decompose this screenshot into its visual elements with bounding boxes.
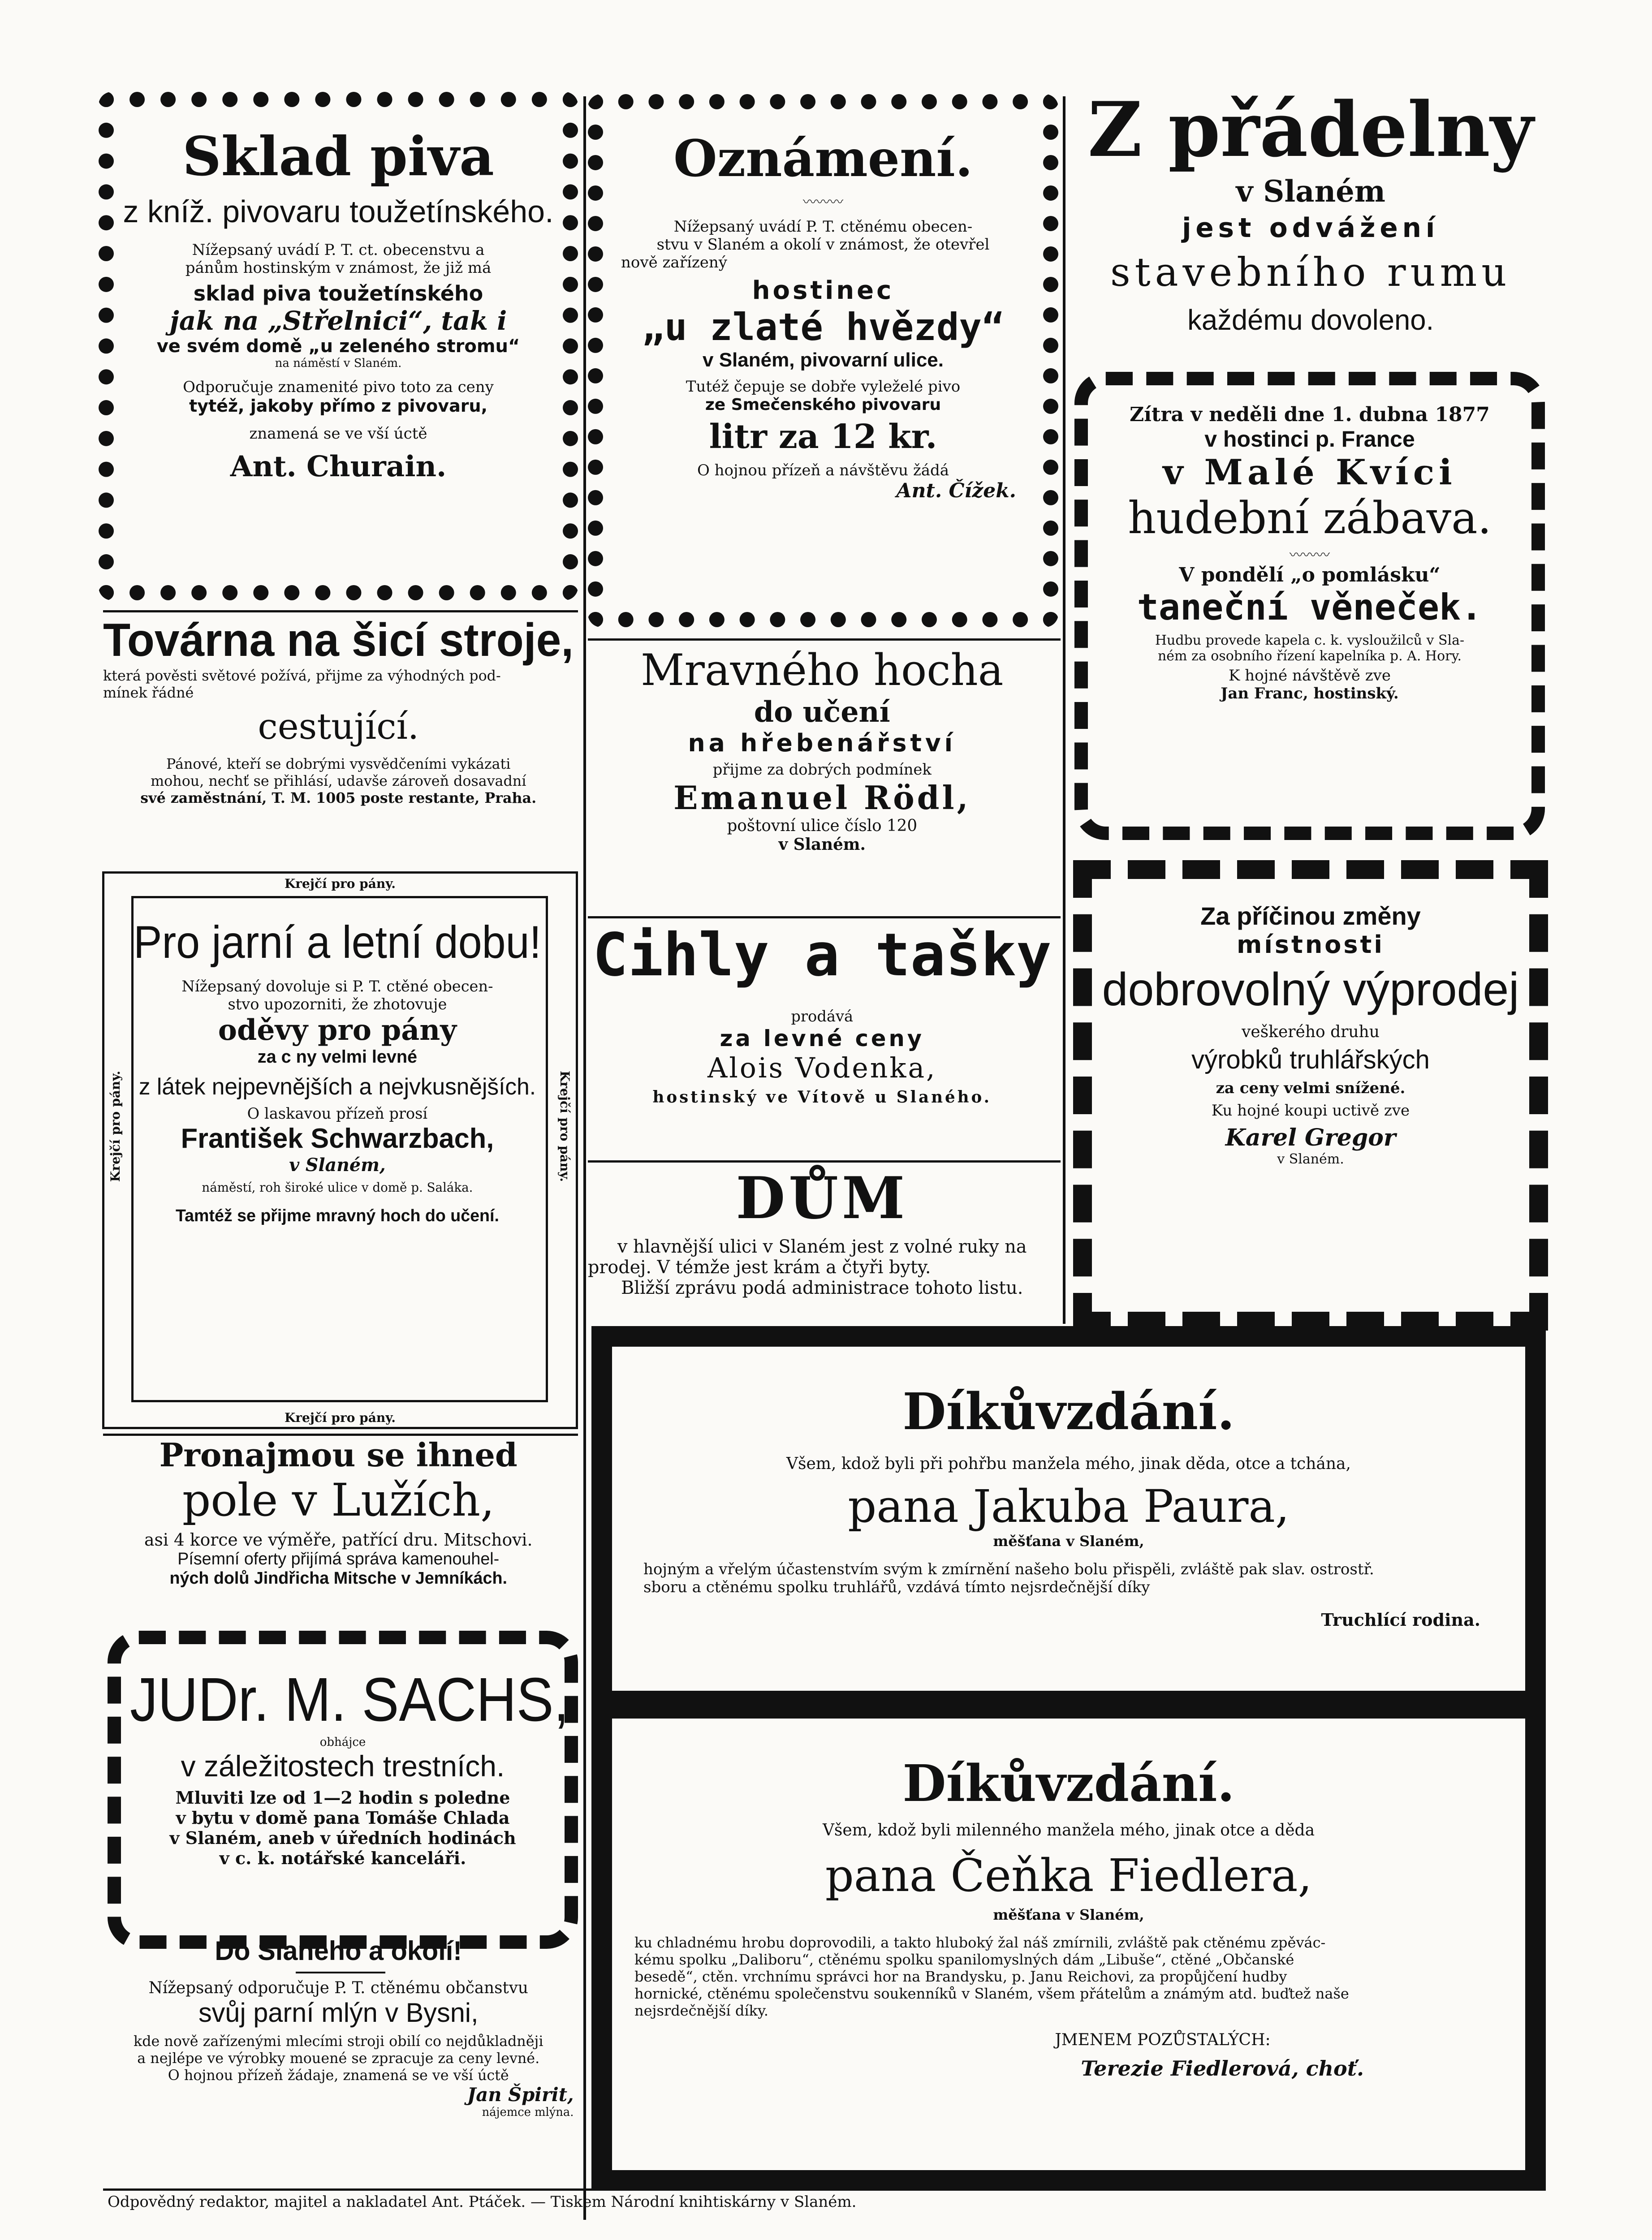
ad-text: stvu v Slaném a okolí v známost, že otevřel — [656, 236, 990, 254]
ad-text: svůj parní mlýn v Bysni, — [198, 1998, 479, 2028]
ad-mlyn — [103, 1935, 578, 2186]
ad-text: JMENEM POZŮSTALÝCH: — [1055, 2031, 1271, 2049]
ad-text: František Schwarzbach, — [181, 1123, 494, 1154]
column-rule-right — [1063, 96, 1065, 1324]
ad-text: pana Jakuba Paura, — [848, 1480, 1290, 1533]
rule — [103, 610, 578, 612]
ad-text: za ceny velmi snížené. — [1216, 1079, 1406, 1097]
ad-text: O hojnou přízeň žádaje, znamená se ve vší úctě — [168, 2067, 509, 2084]
ad-signature: Karel Gregor — [1225, 1124, 1396, 1151]
ad-title: Cihly a tašky — [592, 921, 1052, 990]
ad-text: místnosti — [1237, 930, 1385, 959]
ad-title: Továrna na šicí stroje, — [103, 614, 574, 666]
ad-text: ve svém domě „u zeleného stromu“ — [156, 336, 520, 357]
ad-text: prodej. V témže jest krám a čtyři byty. — [588, 1257, 931, 1278]
ad-text: hostinský ve Vítově u Slaného. — [652, 1088, 992, 1107]
ad-text: v Slaném — [1236, 174, 1385, 209]
ad-text: Písemní oferty přijímá správa kamenouhel- — [177, 1550, 500, 1568]
ad-text: v Slaném. — [778, 835, 866, 854]
ad-title: Pro jarní a letní dobu! — [134, 917, 541, 968]
ad-text: Mravného hocha — [640, 645, 1004, 695]
ad-text: Zítra v neděli dne 1. dubna 1877 — [1130, 403, 1490, 426]
ad-text: Nížepsaný uvádí P. T. ctěnému obecen- — [673, 218, 973, 236]
ad-text: Mluviti lze od 1—2 hodin s poledne — [175, 1788, 510, 1808]
footer-rule — [103, 2188, 1268, 2191]
ad-tovarna — [103, 614, 578, 865]
ad-text: pole v Lužích, — [182, 1474, 495, 1526]
ad-text: měšťana v Slaném, — [993, 1533, 1144, 1550]
ad-text: v Slaném. — [1277, 1151, 1344, 1167]
ad-text: jest odvážení — [1182, 212, 1440, 244]
rule — [588, 1160, 1061, 1163]
ad-text: v Slaném, pivovarní ulice. — [703, 349, 944, 371]
ad-text: sklad piva toužetínského — [193, 281, 483, 306]
ad-pole — [103, 1436, 578, 1624]
ad-signature: Truchlící rodina. — [1321, 1610, 1480, 1630]
column-rule-left — [583, 96, 586, 2220]
ad-title: JUDr. M. SACHS, — [130, 1665, 569, 1734]
border-label-bottom: Krejčí pro pány. — [284, 1410, 396, 1425]
ad-text: náměstí, roh široké ulice v domě p. Saláka. — [202, 1180, 473, 1195]
ad-text: Za příčinou změny — [1200, 902, 1421, 930]
ad-text: nově zařízený — [621, 254, 727, 271]
ad-text: prodává — [791, 1008, 854, 1025]
ad-text: kde nově zařízenými mlecími stroji obilí co nejdůkladněji — [133, 2033, 543, 2050]
ad-text: měšťana v Slaném, — [993, 1906, 1144, 1923]
ad-text: O hojnou přízeň a návštěvu žádá — [697, 461, 949, 479]
ad-mravneho-hocha — [588, 645, 1061, 909]
ad-text: Emanuel Rödl, — [673, 779, 971, 817]
ad-text: besedě“, ctěn. vrchnímu správci hor na Brandysku, p. Janu Reichovi, za propůjčení hudby — [634, 1968, 1287, 1985]
ad-text: Bližší zprávu podá administrace tohoto listu. — [621, 1278, 1023, 1298]
ad-text: ném za osobního řízení kapelníka p. A. Hory. — [1157, 648, 1462, 664]
ad-title: Z přádelny — [1087, 85, 1534, 174]
ad-title: Díkůvzdání. — [902, 1383, 1235, 1441]
ad-text: své zaměstnání, T. M. 1005 poste restante, Praha. — [140, 789, 537, 806]
ad-hudebni-zabava: Zítra v neděli dne 1. dubna 1877 v hostinci p. France v Malé Kvíci hudební zábava. 〰〰〰 V pondělí „o pomlásku“ taneční věneček. Hudbu provede kapela c. k. vysloužilců v Sla- ném za osobního řízení kapelníka p. A. Hory. K hojné návštěvě zve Jan Franc, hostinský. — [1074, 372, 1545, 840]
ad-text: v Slaném, aneb v úředních hodinách — [169, 1828, 516, 1848]
ad-signature: Jan Špirit, — [467, 2084, 574, 2106]
ad-text: jak na „Střelnici“, tak i — [169, 306, 507, 336]
ad-text: K hojné návštěvě zve — [1229, 667, 1391, 685]
ad-text: v hostinci p. France — [1204, 426, 1415, 452]
ad-text: z látek nejpevnějších a nejvkusnějších. — [138, 1074, 536, 1100]
ad-title: Oznámení. — [673, 129, 973, 188]
ad-text: v Malé Kvíci — [1163, 452, 1457, 493]
ad-text: tytéž, jakoby přímo z pivovaru, — [189, 396, 487, 416]
ad-text: dobrovolný výprodej — [1102, 964, 1519, 1016]
ad-text: Všem, kdož byli při pohřbu manžela mého, jinak děda, otce a tchána, — [786, 1455, 1351, 1473]
imprint-footer: Odpovědný redaktor, majitel a nakladatel Ant. Ptáček. — Tiskem Národní knihtiskárny v Slaném. — [108, 2193, 857, 2211]
ad-text: každému dovoleno. — [1187, 304, 1434, 336]
ad-text: hudební zábava. — [1128, 493, 1492, 544]
ad-title: Do Slaného a okolí! — [215, 1936, 462, 1966]
ad-text: pana Čeňka Fiedlera, — [825, 1849, 1312, 1902]
ad-text: do učení — [754, 695, 890, 729]
ad-text: v c. k. notářské kanceláři. — [219, 1848, 466, 1868]
ad-text: a nejlépe ve výrobky mouené se zpracuje za ceny levné. — [137, 2050, 540, 2067]
ad-text: O laskavou přízeň prosí — [247, 1105, 428, 1123]
ad-title: Díkůvzdání. — [902, 1754, 1235, 1813]
ad-signature: Terezie Fiedlerová, choť. — [1081, 2056, 1364, 2081]
ad-text: Nížepsaný dovoluje si P. T. ctěné obecen- — [181, 978, 493, 995]
ad-signature: Jan Franc, hostinský. — [1221, 685, 1399, 702]
ad-text: oděvy pro pány — [218, 1013, 457, 1047]
ad-text: „u zlaté hvězdy“ — [642, 305, 1005, 349]
ad-text: V pondělí „o pomlásku“ — [1179, 564, 1441, 586]
ad-oznameni: Oznámení. 〰〰〰 Nížepsaný uvádí P. T. ctěnému obecen- stvu v Slaném a okolí v známost, že otevřel nově zařízený hostinec „u zlaté hvězdy“ v Slaném, pivovarní ulice. Tutéž čepuje se dobře vyleželé pivo ze Smečenského pivovaru litr za 12 kr. O hojnou přízeň a návštěvu žádá Ant. Čížek. — [588, 94, 1058, 627]
ad-text: Alois Vodenka, — [707, 1051, 937, 1084]
ad-text: cestující. — [258, 706, 419, 747]
ad-text: v záležitostech trestních. — [181, 1749, 505, 1783]
ad-text: na hřebenářství — [688, 729, 956, 757]
ad-z-pradelny — [1071, 85, 1555, 354]
ad-title: DŮM — [736, 1165, 909, 1232]
ad-text: Tamtéž se přijme mravný hoch do učení. — [175, 1206, 499, 1225]
border-label-top: Krejčí pro pány. — [284, 876, 396, 891]
ad-text: poštovní ulice číslo 120 — [727, 817, 918, 835]
ad-text: která pověsti světové požívá, přijme za výhodných pod- — [103, 667, 501, 684]
ad-subtitle: z kníž. pivovaru toužetínského. — [123, 194, 554, 229]
ad-text: asi 4 korce ve výměře, patřící dru. Mitschovi. — [144, 1530, 533, 1550]
ad-text: nájemce mlýna. — [482, 2106, 574, 2119]
ad-text: litr za 12 kr. — [709, 418, 937, 456]
ad-text: Odporučuje znamenité pivo toto za ceny — [183, 378, 494, 396]
border-label-right: Krejčí pro pány. — [557, 1071, 572, 1182]
ad-title: Sklad piva — [182, 125, 494, 188]
ad-text: hojným a vřelým účastenstvím svým k zmírnění našeho bolu přispěli, zvláště pak slav. ostrostř. — [643, 1560, 1374, 1578]
ad-text: za levné ceny — [720, 1025, 924, 1051]
ad-sachs — [108, 1631, 578, 1949]
ad-text: mohou, nechť se přihlásí, udavše zároveň dosavadní — [151, 772, 526, 789]
ad-text: Tutéž čepuje se dobře vyleželé pivo — [686, 378, 961, 396]
ad-text: Pánové, kteří se dobrými vysvědčeními vykázati — [166, 755, 511, 772]
ad-text: na náměstí v Slaném. — [275, 357, 402, 370]
ad-text: Pronajmou se ihned — [159, 1436, 518, 1474]
ad-text: obhájce — [319, 1736, 366, 1749]
ad-text: pánům hostinským v známost, že již má — [185, 259, 492, 277]
ad-text: nejsrdečnější díky. — [634, 2002, 768, 2019]
ad-text: hostinec — [752, 276, 894, 305]
ad-dikuvzdani-1 — [591, 1326, 1546, 1711]
ad-signature: Ant. Churain. — [230, 450, 447, 483]
ad-text: sboru a ctěnému spolku truhlářů, vzdává tímto nejsrdečnější díky — [643, 1578, 1150, 1596]
ad-text: v hlavnější ulici v Slaném jest z volné ruky na — [617, 1236, 1027, 1257]
ad-text: v Slaném, — [289, 1154, 386, 1176]
ad-text: taneční věneček. — [1137, 586, 1483, 628]
border-label-left: Krejčí pro pány. — [108, 1071, 123, 1182]
ad-text: znamená se ve vší úctě — [249, 425, 427, 443]
ad-text: v bytu v domě pana Tomáše Chlada — [176, 1808, 510, 1828]
ad-text: výrobků truhlářských — [1191, 1045, 1430, 1074]
ad-text: kému spolku „Daliboru“, ctěnému spolku spanilomyslných dám „Libuše“, ctěné „Občanské — [634, 1951, 1294, 1968]
ad-signature: Ant. Čížek. — [896, 479, 1016, 502]
ad-text: Všem, kdož byli milenného manžela mého, jinak otce a děda — [822, 1821, 1315, 1839]
ad-krejci — [102, 871, 578, 1429]
ad-text: Níž‍epsaný uvádí P. T. ct. obecenstvu a — [192, 241, 485, 259]
rule — [588, 638, 1061, 641]
ad-text: Nížepsaný odporučuje P. T. ctěnému občanstvu — [148, 1979, 528, 1997]
ad-text: hornické, ctěnému společenstvu soukenníků v Slaném, všem přátelům a známým atd. buďtež naše — [634, 1985, 1349, 2002]
ad-text: stavebního rumu — [1110, 249, 1511, 295]
ad-sklad-piva — [99, 92, 578, 600]
ad-text: ze Smečenského pivovaru — [705, 396, 941, 414]
ad-vyprodej — [1073, 860, 1548, 1331]
ad-text: mínek řádné — [103, 684, 194, 701]
ad-text: Hudbu provede kapela c. k. vysloužilců v Sla- — [1155, 633, 1465, 648]
rule — [588, 916, 1061, 918]
ad-text: za c ny velmi levné — [257, 1047, 418, 1067]
ad-dikuvzdani-2 — [591, 1698, 1546, 2191]
ad-text: ných dolů Jindřicha Mitsche v Jemníkách. — [169, 1569, 507, 1588]
ad-text: ku chladnému hrobu doprovodili, a takto hluboký žal náš zmírnili, zvláště pak ctěnému zpěvác- — [634, 1934, 1326, 1951]
ad-cihly — [588, 921, 1061, 1163]
ad-text: Ku hojné koupi uctivě zve — [1211, 1102, 1410, 1120]
ad-text: veškerého druhu — [1242, 1023, 1380, 1041]
ad-text: přijme za dobrých podmínek — [712, 761, 932, 779]
ad-text: stvo upozorniti, že zhotovuje — [228, 995, 447, 1013]
ad-dum — [588, 1165, 1061, 1326]
